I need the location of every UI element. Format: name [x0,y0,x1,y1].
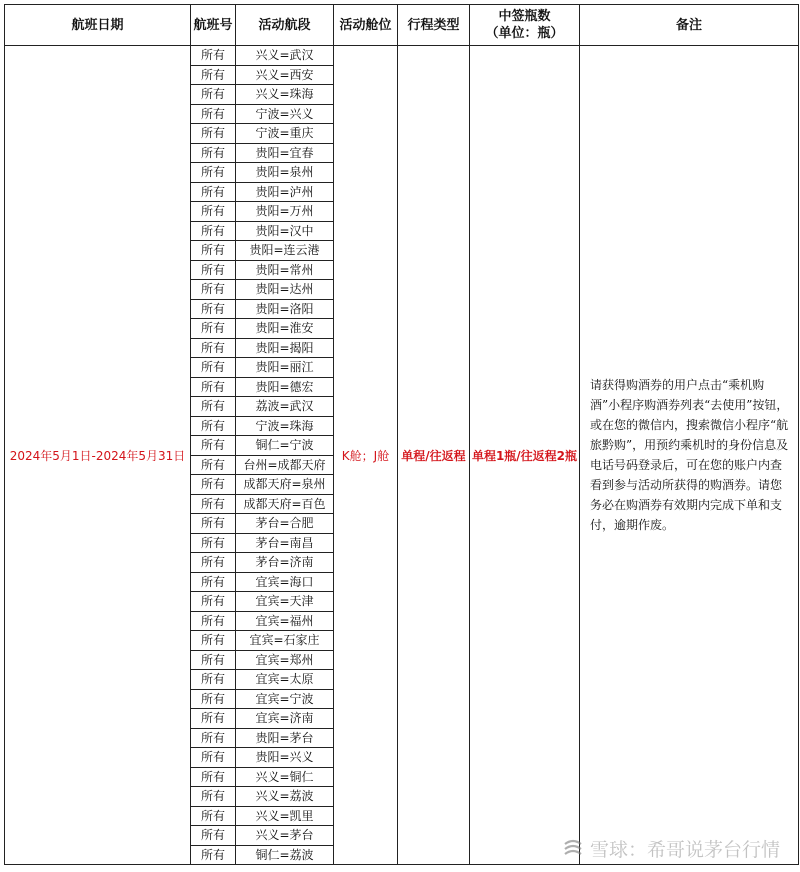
flight-no-cell: 所有 [191,553,236,573]
flight-no-cell: 所有 [191,221,236,241]
header-flight-no: 航班号 [191,5,236,46]
flight-no-cell: 所有 [191,592,236,612]
header-route: 活动航段 [236,5,334,46]
flight-no-cell: 所有 [191,631,236,651]
flight-no-cell: 所有 [191,826,236,846]
route-cell: 宜宾=海口 [236,572,334,592]
flight-no-cell: 所有 [191,455,236,475]
route-cell: 宜宾=太原 [236,670,334,690]
route-cell: 宜宾=郑州 [236,650,334,670]
flight-no-cell: 所有 [191,494,236,514]
route-cell: 贵阳=泸州 [236,182,334,202]
route-cell: 宜宾=宁波 [236,689,334,709]
route-cell: 贵阳=常州 [236,260,334,280]
route-cell: 贵阳=连云港 [236,241,334,261]
route-cell: 贵阳=揭阳 [236,338,334,358]
route-cell: 荔波=武汉 [236,397,334,417]
header-bottles [470,5,580,46]
route-cell: 贵阳=丽江 [236,358,334,378]
route-cell: 铜仁=荔波 [236,845,334,865]
watermark [562,835,780,862]
route-cell: 台州=成都天府 [236,455,334,475]
flight-no-cell: 所有 [191,650,236,670]
flight-no-cell: 所有 [191,65,236,85]
flight-no-cell: 所有 [191,202,236,222]
route-cell: 贵阳=达州 [236,280,334,300]
route-cell: 兴义=珠海 [236,85,334,105]
header-remark: 备注 [580,5,799,46]
flight-no-cell: 所有 [191,85,236,105]
flight-no-cell: 所有 [191,338,236,358]
route-cell: 宁波=珠海 [236,416,334,436]
flight-no-cell: 所有 [191,572,236,592]
route-cell: 茅台=南昌 [236,533,334,553]
route-cell: 宜宾=福州 [236,611,334,631]
route-cell: 兴义=武汉 [236,46,334,66]
route-cell: 铜仁=宁波 [236,436,334,456]
flight-no-cell: 所有 [191,143,236,163]
flight-no-cell: 所有 [191,241,236,261]
table-row [5,46,799,66]
route-cell: 茅台=济南 [236,553,334,573]
header-bottles-line2: （单位：瓶） [485,26,564,41]
route-cell: 兴义=西安 [236,65,334,85]
route-cell: 成都天府=泉州 [236,475,334,495]
flight-no-cell: 所有 [191,514,236,534]
flight-no-cell: 所有 [191,709,236,729]
flight-no-cell: 所有 [191,728,236,748]
route-cell: 贵阳=泉州 [236,163,334,183]
flight-no-cell: 所有 [191,182,236,202]
route-cell: 贵阳=淮安 [236,319,334,339]
flight-no-cell: 所有 [191,416,236,436]
flight-no-cell: 所有 [191,163,236,183]
flight-no-cell: 所有 [191,358,236,378]
flight-no-cell: 所有 [191,475,236,495]
flight-no-cell: 所有 [191,46,236,66]
table-header-row [5,5,799,46]
flight-no-cell: 所有 [191,124,236,144]
header-cabin: 活动舱位 [334,5,398,46]
route-cell: 贵阳=宜春 [236,143,334,163]
flight-no-cell: 所有 [191,806,236,826]
route-cell: 贵阳=德宏 [236,377,334,397]
route-cell: 宜宾=石家庄 [236,631,334,651]
route-cell: 兴义=荔波 [236,787,334,807]
flight-no-cell: 所有 [191,260,236,280]
route-cell: 宜宾=天津 [236,592,334,612]
remark-cell: 请获得购酒券的用户点击“乘机购酒”小程序购酒券列表“去使用”按钮，或在您的微信内，搜索微信小程序“航旅黔购”，用预约乘机时的身份信息及电话号码登录后，可在您的账户内查看到参与活动所获得的购酒券。请您务必在购酒券有效期内完成下单和支付，逾期作废。 [580,46,799,865]
header-bottles-line1: 中签瓶数 [498,9,551,24]
table-body [5,46,799,865]
flight-date-cell: 2024年5月1日-2024年5月31日 [5,46,191,865]
flight-no-cell: 所有 [191,611,236,631]
header-trip-type: 行程类型 [398,5,470,46]
snowball-logo-icon [562,838,584,860]
route-cell: 贵阳=汉中 [236,221,334,241]
route-cell: 兴义=凯里 [236,806,334,826]
route-cell: 贵阳=兴义 [236,748,334,768]
route-cell: 宁波=兴义 [236,104,334,124]
route-cell: 宁波=重庆 [236,124,334,144]
route-cell: 贵阳=洛阳 [236,299,334,319]
route-cell: 茅台=合肥 [236,514,334,534]
flight-no-cell: 所有 [191,397,236,417]
flight-no-cell: 所有 [191,280,236,300]
flight-no-cell: 所有 [191,767,236,787]
flight-no-cell: 所有 [191,748,236,768]
flight-no-cell: 所有 [191,104,236,124]
flight-no-cell: 所有 [191,436,236,456]
trip-type-cell: 单程/往返程 [398,46,470,865]
route-cell: 兴义=铜仁 [236,767,334,787]
flight-no-cell: 所有 [191,670,236,690]
route-cell: 成都天府=百色 [236,494,334,514]
bottles-cell: 单程1瓶/往返程2瓶 [470,46,580,865]
activity-table [4,4,799,865]
flight-no-cell: 所有 [191,689,236,709]
flight-no-cell: 所有 [191,845,236,865]
flight-no-cell: 所有 [191,377,236,397]
flight-no-cell: 所有 [191,319,236,339]
watermark-text: 雪球：希哥说茅台行情 [589,839,780,861]
route-cell: 贵阳=茅台 [236,728,334,748]
flight-no-cell: 所有 [191,533,236,553]
cabin-cell: K舱；J舱 [334,46,398,865]
header-flight-date: 航班日期 [5,5,191,46]
route-cell: 贵阳=万州 [236,202,334,222]
route-cell: 兴义=茅台 [236,826,334,846]
flight-no-cell: 所有 [191,299,236,319]
flight-no-cell: 所有 [191,787,236,807]
route-cell: 宜宾=济南 [236,709,334,729]
